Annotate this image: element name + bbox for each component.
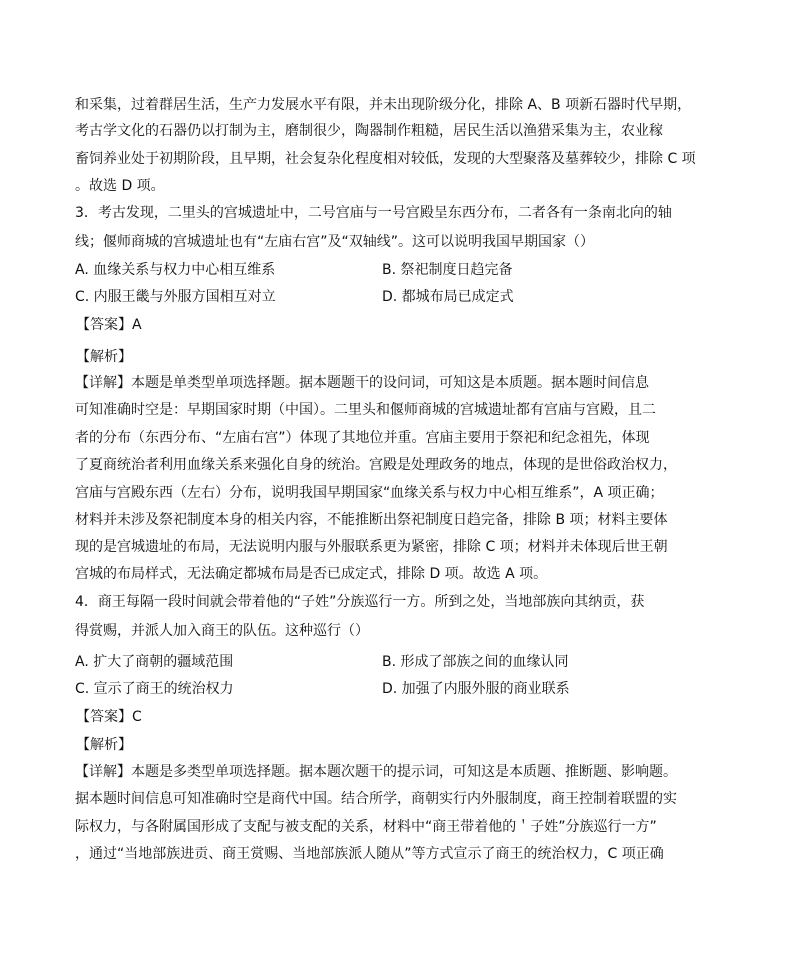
q3-stem-line: 线；偃师商城的宫城遗址也有“左庙右宫”及“双轴线”。这可以说明我国早期国家（） bbox=[75, 234, 595, 250]
q3-stem-line: 3．考古发现，二里头的宫城遗址中，二号宫庙与一号宫殿呈东西分布，二者各有一条南北向的轴 bbox=[75, 205, 672, 221]
q4-option-a: A. 扩大了商朝的疆域范围 bbox=[75, 654, 234, 670]
intro-line: 。故选 D 项。 bbox=[75, 178, 165, 194]
q4-answer: 【答案】C bbox=[76, 709, 142, 725]
q3-detail-line: 现的是宫城遗址的布局，无法说明内服与外服联系更为紧密，排除 C 项；材料并未体现后世王朝 bbox=[75, 539, 668, 555]
q4-detail-line: 据本题时间信息可知准确时空是商代中国。结合所学，商朝实行内外服制度，商王控制着联盟的实 bbox=[75, 791, 677, 807]
q3-detail-line: 可知准确时空是：早期国家时期（中国）。二里头和偃师商城的宫城遗址都有宫庙与宫殿，且二 bbox=[75, 402, 656, 418]
q4-stem-line: 4．商王每隔一段时间就会带着他的“子姓”分族巡行一方。所到之处，当地部族向其纳贡，获 bbox=[75, 594, 645, 610]
intro-line: 畜饲养业处于初期阶段，且早期，社会复杂化程度相对较低，发现的大型聚落及墓葬较少，排除 C 项 bbox=[75, 151, 696, 167]
q4-detail-line: 【详解】本题是多类型单项选择题。据本题次题干的提示词，可知这是本质题、推断题、影响题。 bbox=[75, 764, 677, 780]
q3-option-a: A. 血缘关系与权力中心相互维系 bbox=[75, 262, 276, 278]
intro-line: 和采集，过着群居生活，生产力发展水平有限，并未出现阶级分化，排除 A、B 项新石器时代早期， bbox=[75, 97, 692, 113]
q3-option-d: D. 都城布局已成定式 bbox=[382, 289, 514, 305]
q4-analysis-label: 【解析】 bbox=[76, 737, 132, 753]
q4-detail-line: ，通过“当地部族进贡、商王赏赐、当地部族派人随从”等方式宣示了商王的统治权力，C 项正确 bbox=[75, 846, 664, 862]
q3-detail-line: 了夏商统治者利用血缘关系来强化自身的统治。宫殿是处理政务的地点，体现的是世俗政治权力， bbox=[75, 457, 677, 473]
q3-answer: 【答案】A bbox=[76, 317, 142, 333]
q3-detail-line: 宫庙与宫殿东西（左右）分布，说明我国早期国家“血缘关系与权力中心相互维系”，A 项正确； bbox=[75, 485, 664, 501]
q3-detail-line: 宫城的布局样式，无法确定都城布局是否已成定式，排除 D 项。故选 A 项。 bbox=[75, 566, 548, 582]
q3-option-b: B. 祭祀制度日趋完备 bbox=[382, 262, 513, 278]
q3-detail-line: 【详解】本题是单类型单项选择题。据本题题干的设问词，可知这是本质题。据本题时间信息 bbox=[75, 375, 649, 391]
q3-detail-line: 材料并未涉及祭祀制度本身的相关内容，不能推断出祭祀制度日趋完备，排除 B 项；材料主要体 bbox=[75, 512, 668, 528]
q4-option-c: C. 宣示了商王的统治权力 bbox=[75, 681, 234, 697]
intro-line: 考古学文化的石器仍以打制为主，磨制很少，陶器制作粗糙，居民生活以渔猎采集为主，农业稼 bbox=[75, 123, 663, 139]
q3-option-c: C. 内服王畿与外服方国相互对立 bbox=[75, 289, 276, 305]
q4-option-d: D. 加强了内服外服的商业联系 bbox=[382, 681, 570, 697]
q3-detail-line: 者的分布（东西分布、“左庙右宫”）体现了其地位并重。宫庙主要用于祭祀和纪念祖先，体现 bbox=[75, 430, 650, 446]
q3-analysis-label: 【解析】 bbox=[76, 349, 132, 365]
q4-stem-line: 得赏赐，并派人加入商王的队伍。这种巡行（） bbox=[75, 623, 369, 639]
q4-detail-line: 际权力，与各附属国形成了支配与被支配的关系，材料中“商王带着他的＇子姓”分族巡行一方” bbox=[75, 819, 657, 835]
q4-option-b: B. 形成了部族之间的血缘认同 bbox=[382, 654, 569, 670]
